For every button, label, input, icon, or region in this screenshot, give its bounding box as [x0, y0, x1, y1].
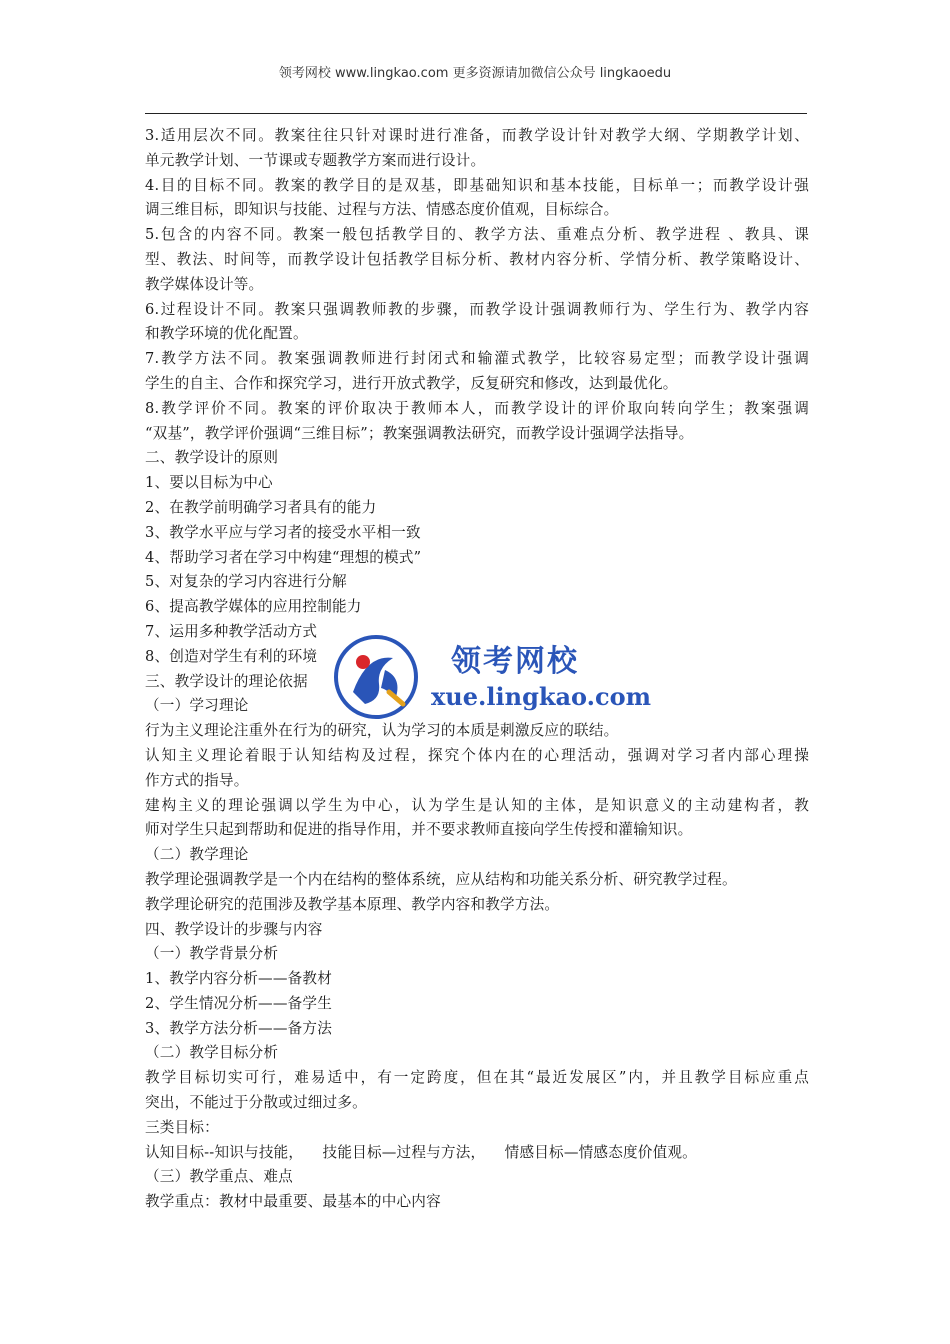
watermark-title: 领考网校 [451, 644, 579, 679]
text-line: 认知目标--知识与技能， 技能目标—过程与方法， 情感目标—情感态度价值观。 [145, 1143, 697, 1161]
text-line: 教学重点：教材中最重要、最基本的中心内容 [145, 1193, 441, 1211]
watermark-url: xue.lingkao.com [431, 682, 651, 711]
section-heading: 二、教学设计的原则 [145, 449, 279, 467]
list-item: 2、学生情况分析——备学生 [145, 994, 333, 1012]
text-line: 型、教法、时间等，而教学设计包括教学目标分析、教材内容分析、学情分析、教学策略设计、 [145, 250, 809, 268]
page-header: 领考网校 www.lingkao.com 更多资源请加微信公众号 lingkaoedu [278, 66, 672, 81]
subsection-heading: （二）教学目标分析 [145, 1044, 279, 1062]
text-line: 教学媒体设计等。 [145, 275, 264, 293]
text-line: 学生的自主、合作和探究学习，进行开放式教学，反复研究和修改，达到最优化。 [145, 374, 678, 392]
text-line: 教学目标切实可行，难易适中，有一定跨度，但在其“最近发展区”内，并且教学目标应重点 [145, 1069, 809, 1087]
subsection-heading: （一）学习理论 [145, 697, 249, 715]
section-heading: 三、教学设计的理论依据 [145, 672, 308, 690]
text-line: 6.过程设计不同。教案只强调教师教的步骤，而教学设计强调教师行为、学生行为、教学内容 [145, 300, 809, 318]
list-item: 2、在教学前明确学习者具有的能力 [145, 498, 377, 516]
text-line: 建构主义的理论强调以学生为中心，认为学生是认知的主体，是知识意义的主动建构者，教 [145, 796, 809, 814]
text-line: 调三维目标，即知识与技能、过程与方法、情感态度价值观，目标综合。 [145, 201, 619, 219]
text-line: 三类目标： [145, 1118, 219, 1136]
lingkao-logo-icon [333, 634, 419, 720]
text-line: 突出，不能过于分散或过细过多。 [145, 1094, 367, 1112]
list-item: 1、教学内容分析——备教材 [145, 970, 333, 988]
subsection-heading: （一）教学背景分析 [145, 945, 279, 963]
list-item: 7、运用多种教学活动方式 [145, 622, 318, 640]
text-line: 3.适用层次不同。教案往往只针对课时进行准备，而教学设计针对教学大纲、学期教学计划、 [145, 127, 809, 144]
text-line: 认知主义理论着眼于认知结构及过程，探究个体内在的心理活动，强调对学习者内部心理操 [145, 746, 809, 764]
list-item: 3、教学水平应与学习者的接受水平相一致 [145, 523, 421, 541]
text-line: “双基”，教学评价强调“三维目标”；教案强调教法研究，而教学设计强调学法指导。 [145, 424, 694, 442]
list-item: 4、帮助学习者在学习中构建“理想的模式” [145, 548, 422, 566]
subsection-heading: （三）教学重点、难点 [145, 1168, 293, 1186]
header-divider [145, 113, 807, 114]
text-line: 教学理论研究的范围涉及教学基本原理、教学内容和教学方法。 [145, 895, 560, 913]
subsection-heading: （二）教学理论 [145, 846, 249, 864]
list-item: 8、创造对学生有利的环境 [145, 647, 318, 665]
text-line: 5.包含的内容不同。教案一般包括教学目的、教学方法、重难点分析、教学进程 、教具、课 [145, 226, 809, 244]
text-line: 作方式的指导。 [145, 771, 249, 789]
list-item: 5、对复杂的学习内容进行分解 [145, 573, 347, 591]
text-line: 教学理论强调教学是一个内在结构的整体系统，应从结构和功能关系分析、研究教学过程。 [145, 870, 737, 888]
text-line: 8.教学评价不同。教案的评价取决于教师本人，而教学设计的评价取向转向学生；教案强调 [145, 399, 809, 417]
text-line: 7.教学方法不同。教案强调教师进行封闭式和输灌式教学，比较容易定型；而教学设计强调 [145, 350, 809, 368]
text-line: 4.目的目标不同。教案的教学目的是双基，即基础知识和基本技能，目标单一；而教学设计强 [145, 176, 809, 194]
list-item: 1、要以目标为中心 [145, 474, 273, 492]
text-line: 和教学环境的优化配置。 [145, 325, 308, 343]
text-line: 行为主义理论注重外在行为的研究，认为学习的本质是刺激反应的联结。 [145, 722, 619, 740]
list-item: 3、教学方法分析——备方法 [145, 1019, 333, 1037]
text-line: 单元教学计划、一节课或专题教学方案而进行设计。 [145, 151, 486, 169]
section-heading: 四、教学设计的步骤与内容 [145, 920, 323, 938]
watermark [333, 634, 651, 722]
list-item: 6、提高教学媒体的应用控制能力 [145, 598, 362, 616]
text-line: 师对学生只起到帮助和促进的指导作用，并不要求教师直接向学生传授和灌输知识。 [145, 821, 693, 839]
